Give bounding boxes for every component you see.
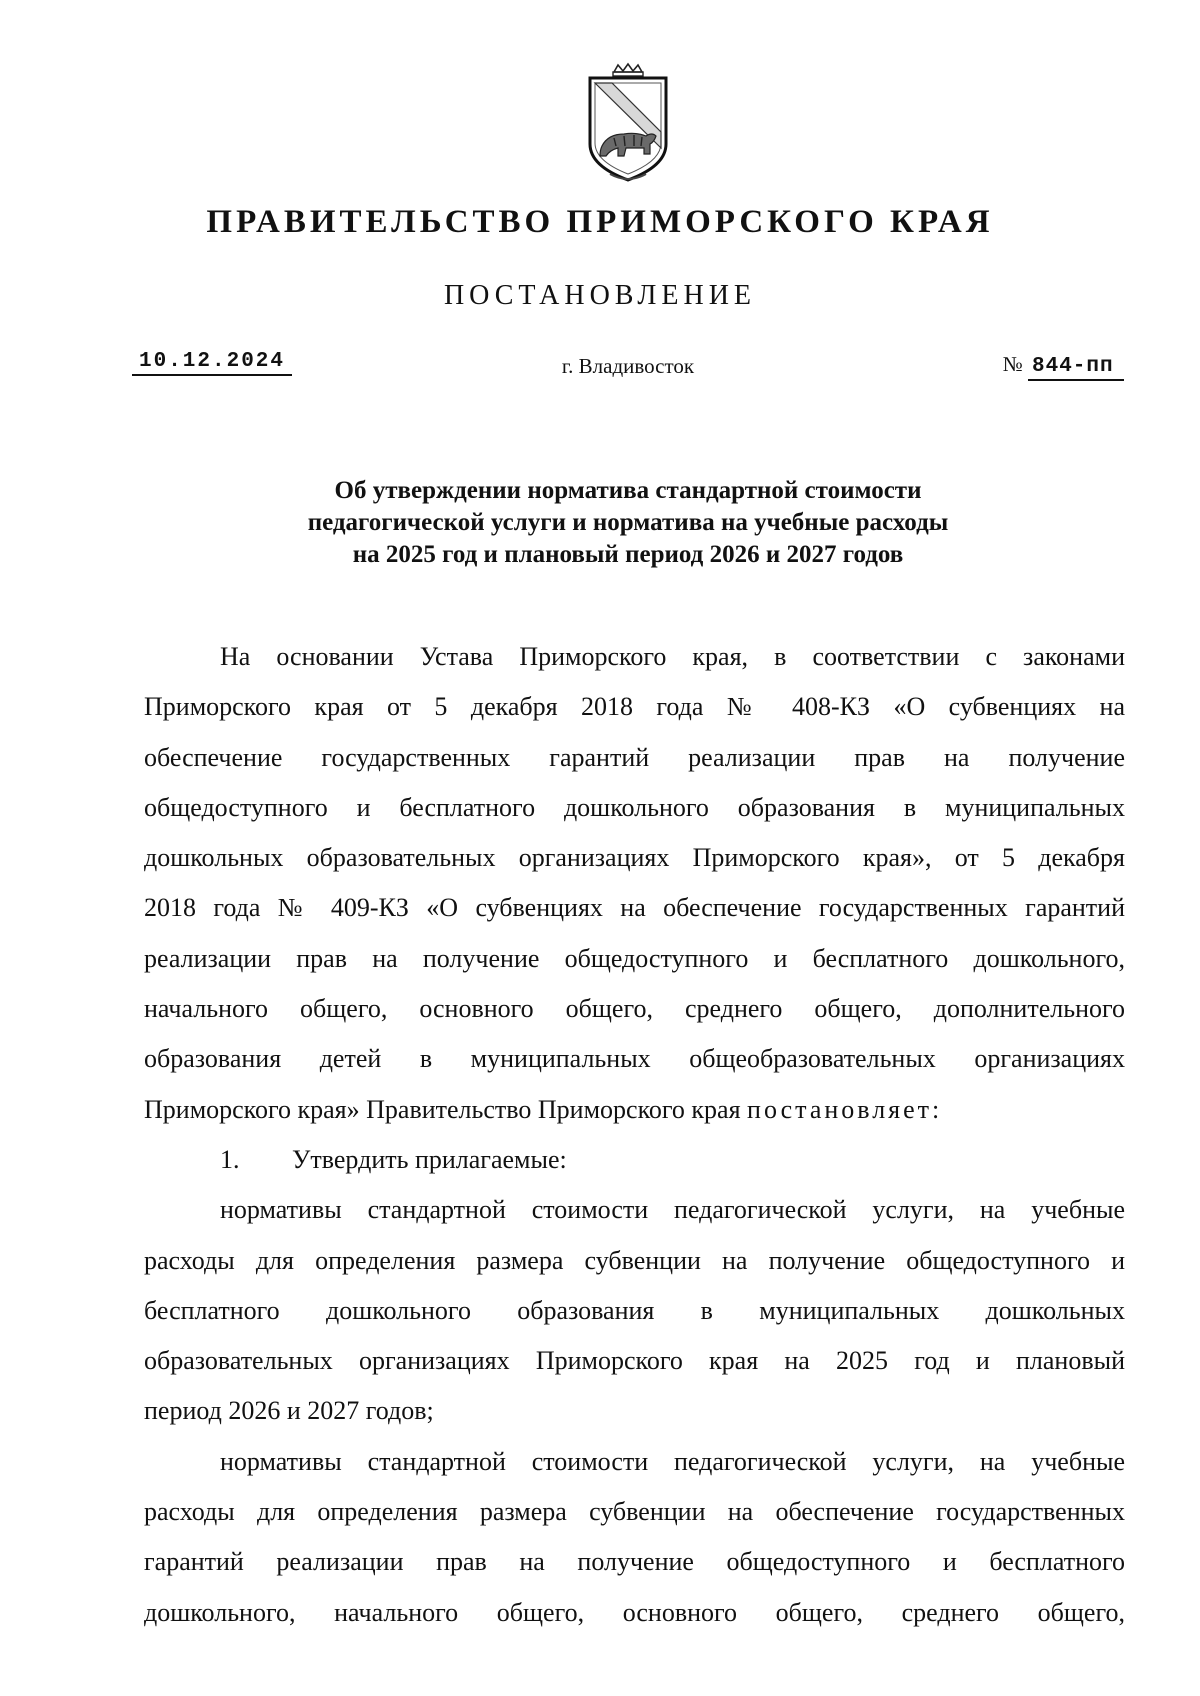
government-name: ПРАВИТЕЛЬСТВО ПРИМОРСКОГО КРАЯ [206,204,994,240]
document-meta-row [132,350,1124,390]
document-date: 10.12.2024 [132,350,292,376]
body-line: расходы для определения размера субвенции на обеспечение государственных [144,1497,1125,1527]
primorsky-krai-coat-of-arms-icon [580,62,676,186]
body-line: общедоступного и бесплатного дошкольного образования в муниципальных [144,792,1125,822]
document-body [144,632,1125,1638]
body-line: дошкольных образовательных организациях Приморского края», от 5 декабря [144,843,1125,873]
body-line: бесплатного дошкольного образования в муниципальных дошкольных [144,1295,1125,1325]
preamble-last-text: Приморского края» Правительство Приморского края [144,1094,741,1124]
heading-line: Об утверждении норматива стандартной стоимости [334,477,922,504]
list-item [144,1135,1125,1185]
body-line: реализации прав на получение общедоступного и бесплатного дошкольного, [144,943,1125,973]
body-line: Приморского края от 5 декабря 2018 года № 408-КЗ «О субвенциях на [144,692,1125,722]
item-number: 1. [220,1144,240,1174]
body-line: 2018 года № 409-КЗ «О субвенциях на обеспечение государственных гарантий [144,893,1125,923]
body-line: начального общего, основного общего, среднего общего, дополнительного [144,994,1125,1024]
document-heading [132,475,1124,571]
resolves-word: постановляет: [747,1094,943,1124]
body-line: образовательных организациях Приморского края на 2025 год и плановый [144,1346,1125,1376]
item-text: Утвердить прилагаемые: [292,1144,567,1174]
document-type: ПОСТАНОВЛЕНИЕ [443,280,757,311]
body-line: дошкольного, начального общего, основного общего, среднего общего, [144,1597,1125,1627]
body-line: обеспечение государственных гарантий реализации прав на получение [144,742,1125,772]
body-line: нормативы стандартной стоимости педагогической услуги, на учебные [220,1446,1125,1476]
body-line: гарантий реализации прав на получение общедоступного и бесплатного [144,1547,1125,1577]
body-line: образования детей в муниципальных общеобразовательных организациях [144,1044,1125,1074]
body-line: нормативы стандартной стоимости педагогической услуги, на учебные [220,1195,1125,1225]
document-number-prefix: № [1002,352,1023,376]
body-line: расходы для определения размера субвенции на получение общедоступного и [144,1245,1125,1275]
document-number-value: 844-пп [1028,355,1124,381]
document-city: г. Владивосток [561,354,695,378]
document-number [1003,352,1124,381]
heading-line: педагогической услуги и норматива на учебные расходы [307,509,949,536]
heading-line: на 2025 год и плановый период 2026 и 2027 годов [352,541,904,568]
body-line [144,1085,1125,1135]
body-line: период 2026 и 2027 годов; [144,1396,434,1426]
body-line: На основании Устава Приморского края, в соответствии с законами [220,642,1125,671]
